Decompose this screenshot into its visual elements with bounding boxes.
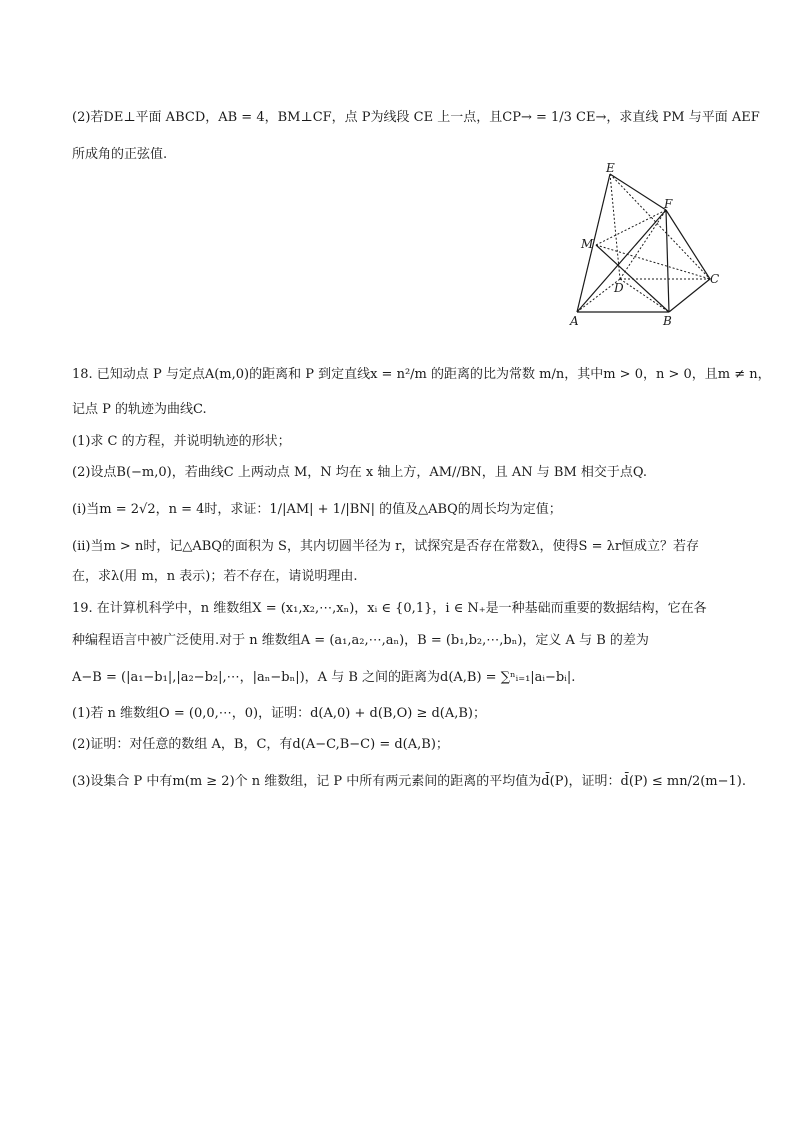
q19-line3: A−B = (|a₁−b₁|,|a₂−b₂|,⋯，|aₙ−bₙ|)，A 与 B 之间的距离为d(A,B) = ∑ⁿᵢ₌₁|aᵢ−bᵢ|. (72, 670, 576, 685)
label-B: B (663, 314, 672, 328)
q17-part2-line2: 所成角的正弦值. (72, 147, 168, 162)
edge-BC (669, 279, 710, 312)
edge-FC (666, 210, 710, 279)
edge-EF (610, 174, 666, 210)
q19-part1: (1)若 n 维数组O = (0,0,⋯，0)，证明：d(A,0) + d(B,O) ≥ d(A,B)； (72, 706, 487, 721)
q18-part2-i: (i)当m = 2√2，n = 4时，求证：1/|AM| + 1/|BN| 的值及△ABQ的周长均为定值； (72, 502, 562, 517)
q19-line2: 种编程语言中被广泛使用.对于 n 维数组A = (a₁,a₂,⋯,aₙ)，B = (b₁,b₂,⋯,bₙ)，定义 A 与 B 的差为 (72, 633, 649, 648)
q18-part2-ii-b: 在，求λ(用 m，n 表示)；若不存在，请说明理由. (72, 569, 358, 584)
edge-MC (596, 245, 710, 279)
edge-FB (666, 210, 669, 312)
label-M: M (581, 237, 594, 251)
q18-line2: 记点 P 的轨迹为曲线C. (72, 402, 207, 417)
label-E: E (606, 162, 615, 175)
edge-DB (620, 279, 669, 312)
label-A: A (570, 314, 579, 328)
label-C: C (710, 272, 720, 286)
q19-line1: 19. 在计算机科学中，n 维数组X = (x₁,x₂,⋯,xₙ)，xᵢ ∈ {0,1}，i ∈ N₊是一种基础而重要的数据结构，它在各 (72, 601, 707, 616)
q18-part2-ii-a: (ii)当m > n时，记△ABQ的面积为 S，其内切圆半径为 r，试探究是否存在常数λ，使得S = λr恒成立？若存 (72, 539, 700, 554)
edge-EC (610, 174, 710, 279)
label-D: D (614, 281, 624, 295)
q18-line1: 18. 已知动点 P 与定点A(m,0)的距离和 P 到定直线x = n²/m 的距离的比为常数 m/n，其中m > 0，n > 0，且m ≠ n， (72, 367, 771, 382)
q19-part3: (3)设集合 P 中有m(m ≥ 2)个 n 维数组，记 P 中所有两元素间的距离的平均值为d̄(P)，证明：d̄(P) ≤ mn/2(m−1). (72, 774, 747, 789)
pyramid-figure (560, 162, 730, 332)
edge-DF (620, 210, 666, 279)
pyramid-figure-svg (560, 162, 730, 332)
edge-MF (596, 210, 666, 245)
q17-part2-line1: (2)若DE⊥平面 ABCD，AB = 4，BM⊥CF，点 P为线段 CE 上一点，且CP→ = 1/3 CE→，求直线 PM 与平面 AEF (72, 110, 760, 125)
label-F: F (664, 197, 673, 211)
q18-part1: (1)求 C 的方程，并说明轨迹的形状； (72, 434, 291, 449)
q19-part2: (2)证明：对任意的数组 A，B，C，有d(A−C,B−C) = d(A,B)； (72, 737, 449, 752)
q18-part2: (2)设点B(−m,0)，若曲线C 上两动点 M，N 均在 x 轴上方，AM//BN，且 AN 与 BM 相交于点Q. (72, 465, 648, 480)
